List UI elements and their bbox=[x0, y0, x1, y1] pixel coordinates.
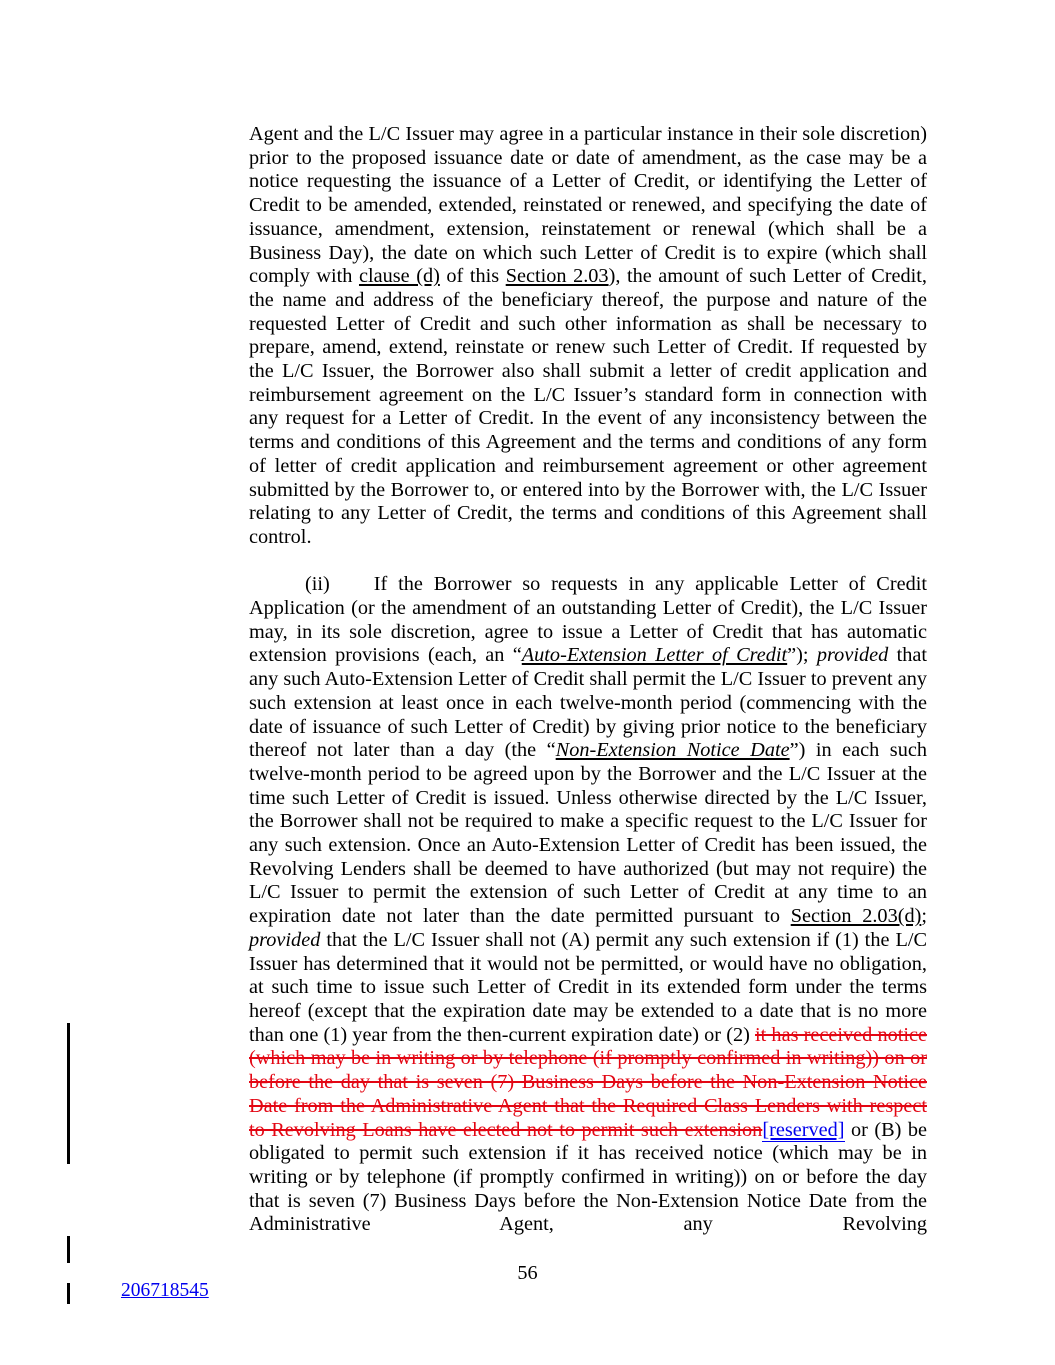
text-segment: provided bbox=[816, 644, 889, 667]
text-segment: ”) in each such twelve-month period to be agreed upon by the Borrower and the L/C Issuer at the time such Letter of Credit is issued. Unless otherwise directed by the L/C Issuer, the Borrower shall not be required to make a specific request to the L/C Issuer for any such extension. Once an Auto-Extension Letter of Credit has been issued, the Revolving Lenders shall be deemed to have authorized (but may not require) the L/C Issuer to permit the extension of such Letter of Credit at any time to an expiration date not later than the date permitted pursuant to bbox=[249, 739, 927, 928]
text-segment: Agent and the L/C Issuer may agree in a particular instance in their sole discretion) prior to the proposed issuance date or date of amendment, as the case may be a notice requesting the issuance of a Letter of Credit, or identifying the Letter of Credit to be amended, extended, reinstated or renewed, and specifying the date of issuance, amendment, extension, reinstatement or renewal (which shall be a Business Day), the date on which such Letter of Credit is to expire (which shall comply with bbox=[249, 123, 927, 288]
text-segment: ”); bbox=[787, 644, 817, 667]
page-number: 56 bbox=[517, 1262, 538, 1284]
text-segment: clause (d) bbox=[358, 265, 440, 288]
revision-change-bar bbox=[67, 1283, 70, 1304]
document-body bbox=[249, 123, 927, 1261]
footer-doc-id-link[interactable]: 206718545 bbox=[121, 1280, 209, 1301]
text-segment: that any such Auto-Extension Letter of Credit shall permit the L/C Issuer to prevent any such extension at least once in each twelve-month period (commencing with the date of issuance of such Letter of Credit) by giving prior notice to the beneficiary thereof not later than a day (the “ bbox=[249, 644, 928, 762]
text-segment: ), the amount of such Letter of Credit, the name and address of the beneficiary thereof, the purpose and nature of the requested Letter of Credit and such other information as shall be necessary to prepare, amend, extend, reinstate or renew such Letter of Credit. If requested by the L/C Issuer, the Borrower also shall submit a letter of credit application and reimbursement agreement on the L/C Issuer’s standard form in connection with any request for a Letter of Credit. In the event of any inconsistency between the terms and conditions of this Agreement and the terms and conditions of any form of letter of credit application and reimbursement agreement or other agreement submitted by the Borrower to, or entered into by the Borrower with, the L/C Issuer relating to any Letter of Credit, the terms and conditions of this Agreement shall control. bbox=[249, 265, 927, 548]
text-segment: that the L/C Issuer shall not (A) permit any such extension if (1) the L/C Issuer has determined that it would not be permitted, or would have no obligation, at such time to issue such Letter of Credit in its extended form under the terms hereof (except that the expiration date may be extended to a date that is no more than one (1) year from the then-current expiration date) or (2) bbox=[249, 928, 927, 1046]
text-segment: Section 2.03(d) bbox=[790, 905, 922, 928]
text-segment: of this bbox=[439, 265, 506, 288]
text-segment: provided bbox=[249, 928, 321, 951]
text-segment: or (B) be obligated to permit such extension if it has received notice (which may be in writing or by telephone (if promptly confirmed in writing)) on or before the day that is seven (7) Business Days before the Non-Extension Notice Date from the Administrative Agent, any Revolving bbox=[249, 1118, 927, 1236]
paragraph-continuation bbox=[249, 123, 927, 550]
deleted-text-segment: it has received notice (which may be in writing or by telephone (if promptly confirmed in writing)) on or before the day that is seven (7) Business Days before the Non-Extension Notice Date from the Administrative Agent that the Required Class Lenders with respect to Revolving Loans have elected not to permit such extension bbox=[249, 1023, 928, 1141]
text-segment: Section 2.03 bbox=[505, 265, 609, 288]
revision-change-bar bbox=[67, 1023, 70, 1164]
text-segment: (ii) bbox=[305, 573, 330, 596]
paragraph-ii bbox=[249, 573, 927, 1237]
text-segment: If the Borrower so requests in any applicable Letter of Credit Application (or the amendment of an outstanding Letter of Credit), the L/C Issuer may, in its sole discretion, agree to issue a Letter of Credit that has automatic extension provisions (each, an “ bbox=[249, 573, 927, 667]
text-segment: Non-Extension Notice Date bbox=[555, 739, 790, 762]
text-segment: ; bbox=[921, 905, 927, 928]
reserved-insertion-link[interactable]: [reserved] bbox=[762, 1118, 845, 1141]
revision-change-bar bbox=[67, 1236, 70, 1263]
text-segment: Auto-Extension Letter of Credit bbox=[521, 644, 788, 667]
